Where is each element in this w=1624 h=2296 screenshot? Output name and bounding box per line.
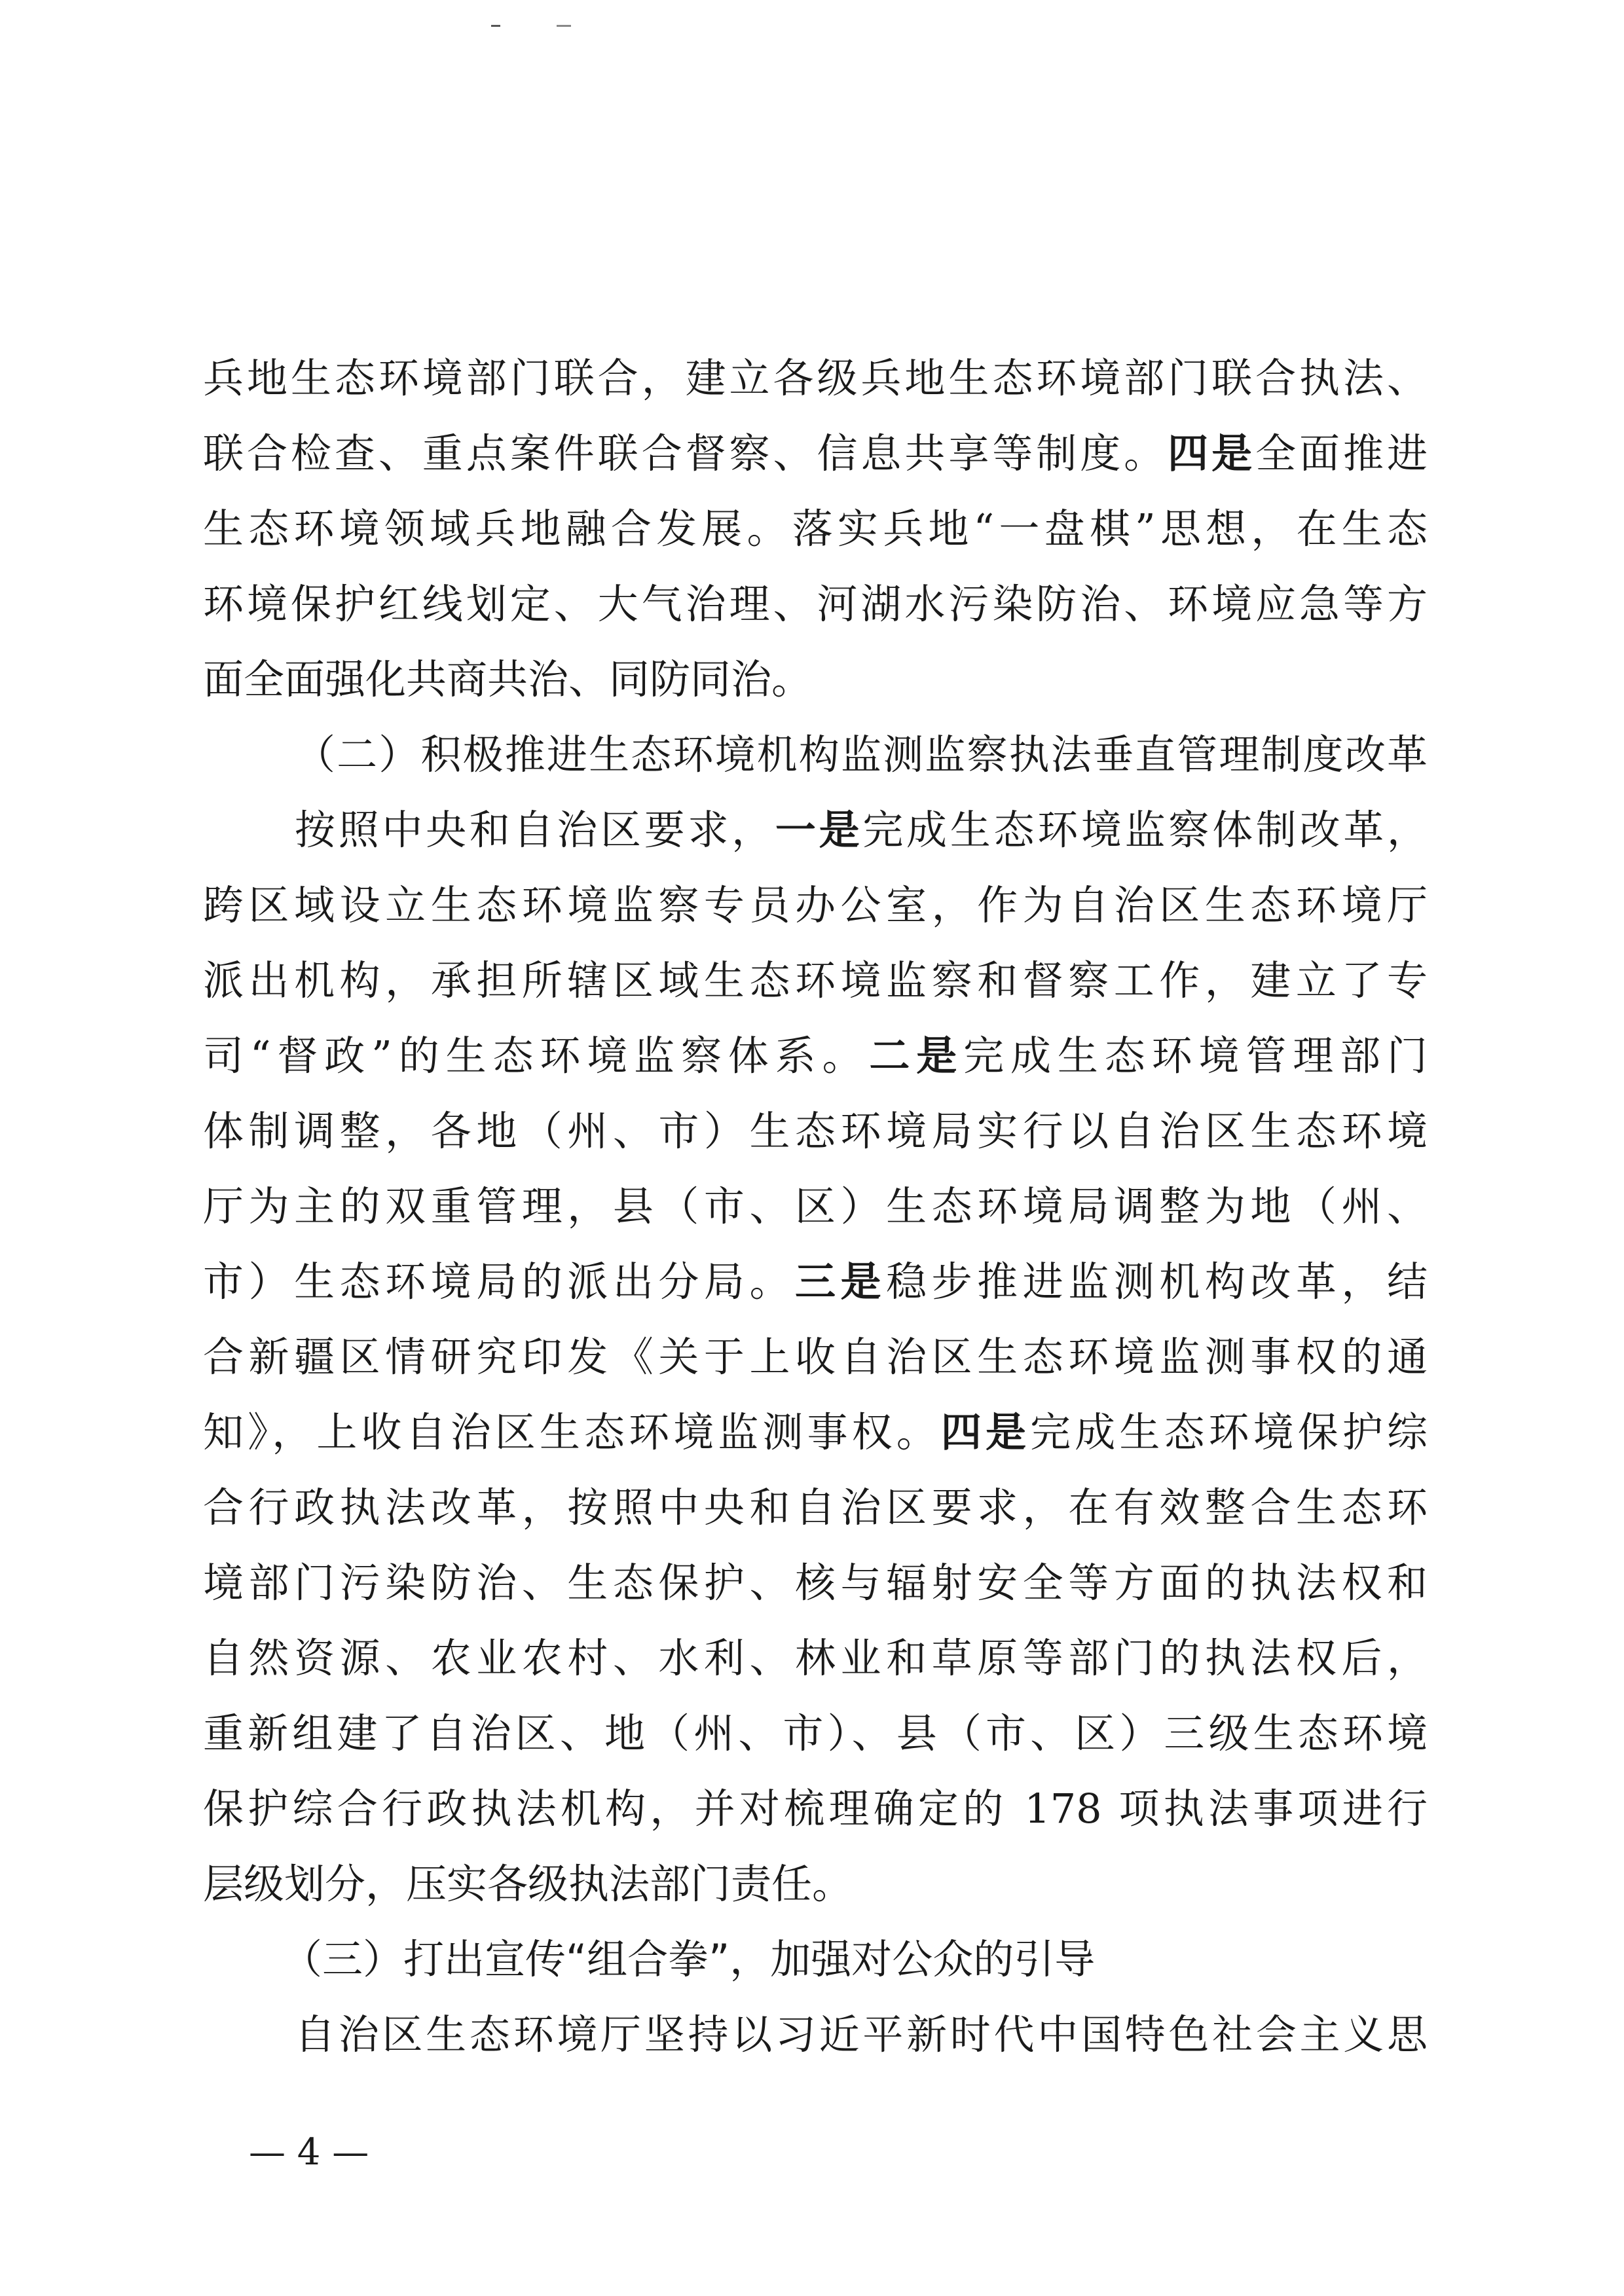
body-line: 境部门污染防治、生态保护、核与辐射安全等方面的执法权和 xyxy=(203,1559,1428,1607)
emphasis-text: 一是 xyxy=(775,806,863,854)
body-line: 合新疆区情研究印发《关于上收自治区生态环境监测事权的通 xyxy=(203,1333,1428,1381)
body-line: 环境保护红线划定、大气治理、河湖水污染防治、环境应急等方 xyxy=(203,580,1428,628)
body-line: 跨区域设立生态环境监察专员办公室，作为自治区生态环境厅 xyxy=(203,881,1428,929)
emphasis-text: 二是 xyxy=(869,1032,964,1080)
section-heading: （二）积极推进生态环境机构监测监察执法垂直管理制度改革 xyxy=(295,731,1428,778)
body-line: 厅为主的双重管理，县（市、区）生态环境局调整为地（州、 xyxy=(203,1182,1428,1230)
emphasis-text: 四是 xyxy=(1168,429,1256,477)
emphasis-text: 三是 xyxy=(794,1258,887,1305)
scan-mark xyxy=(557,25,571,27)
body-line: 保护综合行政执法机构，并对梳理确定的 178 项执法事项进行 xyxy=(203,1785,1428,1832)
body-line: 知》，上收自治区生态环境监测事权。四是完成生态环境保护综 xyxy=(203,1408,1428,1456)
body-line: 体制调整，各地（州、市）生态环境局实行以自治区生态环境 xyxy=(203,1107,1428,1155)
body-line: 兵地生态环境部门联合，建立各级兵地生态环境部门联合执法、 xyxy=(203,354,1428,402)
scan-artifact-marks xyxy=(485,20,589,33)
body-line: 市）生态环境局的派出分局。三是稳步推进监测机构改革，结 xyxy=(203,1258,1428,1305)
body-line: 自然资源、农业农村、水利、林业和草原等部门的执法权后， xyxy=(203,1634,1428,1682)
body-line: 联合检查、重点案件联合督察、信息共享等制度。四是全面推进 xyxy=(203,429,1428,477)
emphasis-text: 四是 xyxy=(940,1408,1031,1456)
body-line: 按照中央和自治区要求，一是完成生态环境监察体制改革， xyxy=(295,806,1428,854)
body-line: 自治区生态环境厅坚持以习近平新时代中国特色社会主义思 xyxy=(295,2011,1428,2058)
body-line: 重新组建了自治区、地（州、市）、县（市、区）三级生态环境 xyxy=(203,1709,1428,1757)
scan-mark xyxy=(491,25,500,27)
section-heading: （三）打出宣传“组合拳”，加强对公众的引导 xyxy=(282,1935,1096,1983)
body-line: 司“督政”的生态环境监察体系。二是完成生态环境管理部门 xyxy=(203,1032,1428,1080)
body-line: 合行政执法改革，按照中央和自治区要求，在有效整合生态环 xyxy=(203,1484,1428,1531)
page-number: — 4 — xyxy=(249,2131,369,2174)
body-line: 层级划分，压实各级执法部门责任。 xyxy=(203,1860,853,1908)
body-line: 派出机构，承担所辖区域生态环境监察和督察工作，建立了专 xyxy=(203,957,1428,1004)
body-line: 面全面强化共商共治、同防同治。 xyxy=(203,655,813,703)
body-line: 生态环境领域兵地融合发展。落实兵地“一盘棋”思想，在生态 xyxy=(203,505,1428,553)
